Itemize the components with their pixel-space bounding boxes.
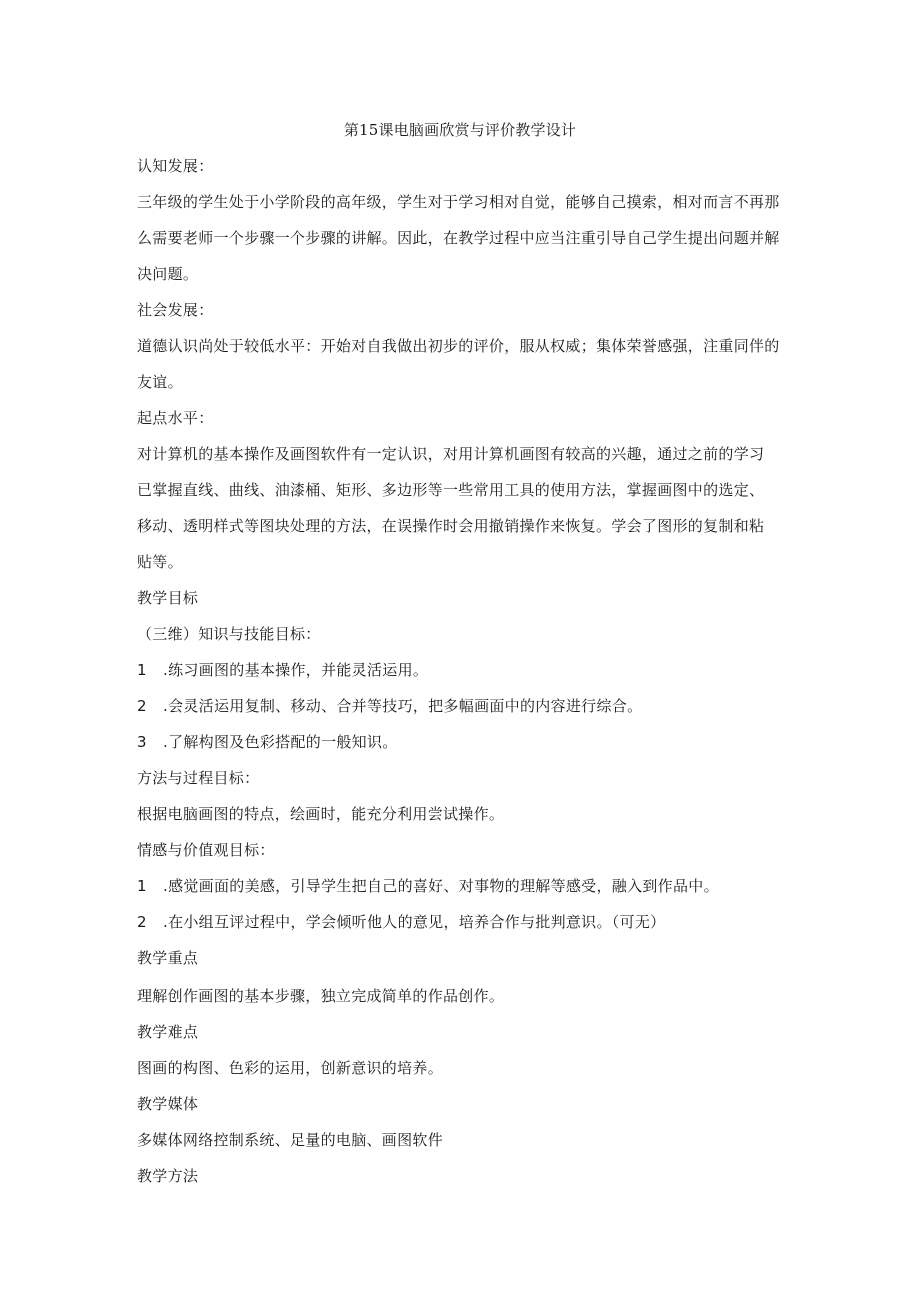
paragraph-line: 理解创作画图的基本步骤，独立完成简单的作品创作。	[137, 987, 505, 1005]
heading-method-goals: 方法与过程目标：	[137, 769, 260, 787]
paragraph-line: 图画的构图、色彩的运用，创新意识的培养。	[137, 1059, 444, 1077]
paragraph-line: 已掌握直线、曲线、油漆桶、矩形、多边形等一些常用工具的使用方法，掌握画图中的选定、	[137, 481, 765, 499]
list-item	[137, 660, 428, 680]
list-number: 2	[137, 697, 147, 715]
list-item	[137, 732, 398, 752]
paragraph-line: 么需要老师一个步骤一个步骤的讲解。因此，在教学过程中应当注重引导自己学生提出问题并解	[137, 229, 780, 247]
heading-teaching-goals: 教学目标	[137, 589, 199, 607]
paragraph-line: 多媒体网络控制系统、足量的电脑、画图软件	[137, 1131, 444, 1149]
list-text: .在小组互评过程中，学会倾听他人的意见，培养合作与批判意识。（可无）	[163, 913, 666, 931]
paragraph-line: 决问题。	[137, 265, 199, 283]
list-number: 1	[137, 661, 147, 679]
heading-methods: 教学方法	[137, 1167, 199, 1185]
heading-media: 教学媒体	[137, 1095, 199, 1113]
paragraph-line: 道德认识尚处于较低水平：开始对自我做出初步的评价，服从权威；集体荣誉感强，注重同伴的	[137, 337, 780, 355]
paragraph-line: 对计算机的基本操作及画图软件有一定认识，对用计算机画图有较高的兴趣，通过之前的学习	[137, 445, 765, 463]
heading-skill-goals: （三维）知识与技能目标：	[137, 625, 321, 643]
paragraph-line: 移动、透明样式等图块处理的方法，在误操作时会用撤销操作来恢复。学会了图形的复制和粘	[137, 517, 765, 535]
paragraph-line: 三年级的学生处于小学阶段的高年级，学生对于学习相对自觉，能够自己摸索，相对而言不再那	[137, 193, 780, 211]
list-number: 3	[137, 733, 147, 751]
document-title: 第15课电脑画欣赏与评价教学设计	[343, 121, 577, 139]
list-text: .了解构图及色彩搭配的一般知识。	[163, 733, 398, 751]
heading-emotion-goals: 情感与价值观目标：	[137, 841, 275, 859]
paragraph-line: 贴等。	[137, 553, 183, 571]
list-number: 1	[137, 877, 147, 895]
list-item	[137, 912, 665, 932]
paragraph-line: 根据电脑画图的特点，绘画时，能充分利用尝试操作。	[137, 805, 505, 823]
list-item	[137, 876, 719, 896]
paragraph-line: 友谊。	[137, 373, 183, 391]
list-item	[137, 696, 642, 716]
list-text: .会灵活运用复制、移动、合并等技巧，把多幅画面中的内容进行综合。	[163, 697, 643, 715]
heading-difficulties: 教学难点	[137, 1023, 199, 1041]
list-text: .感觉画面的美感，引导学生把自己的喜好、对事物的理解等感受，融入到作品中。	[163, 877, 719, 895]
heading-key-points: 教学重点	[137, 949, 199, 967]
list-number: 2	[137, 913, 147, 931]
list-text: .练习画图的基本操作，并能灵活运用。	[163, 661, 429, 679]
heading-cognitive: 认知发展：	[137, 157, 214, 175]
heading-starting-level: 起点水平：	[137, 409, 214, 427]
heading-social: 社会发展：	[137, 301, 214, 319]
